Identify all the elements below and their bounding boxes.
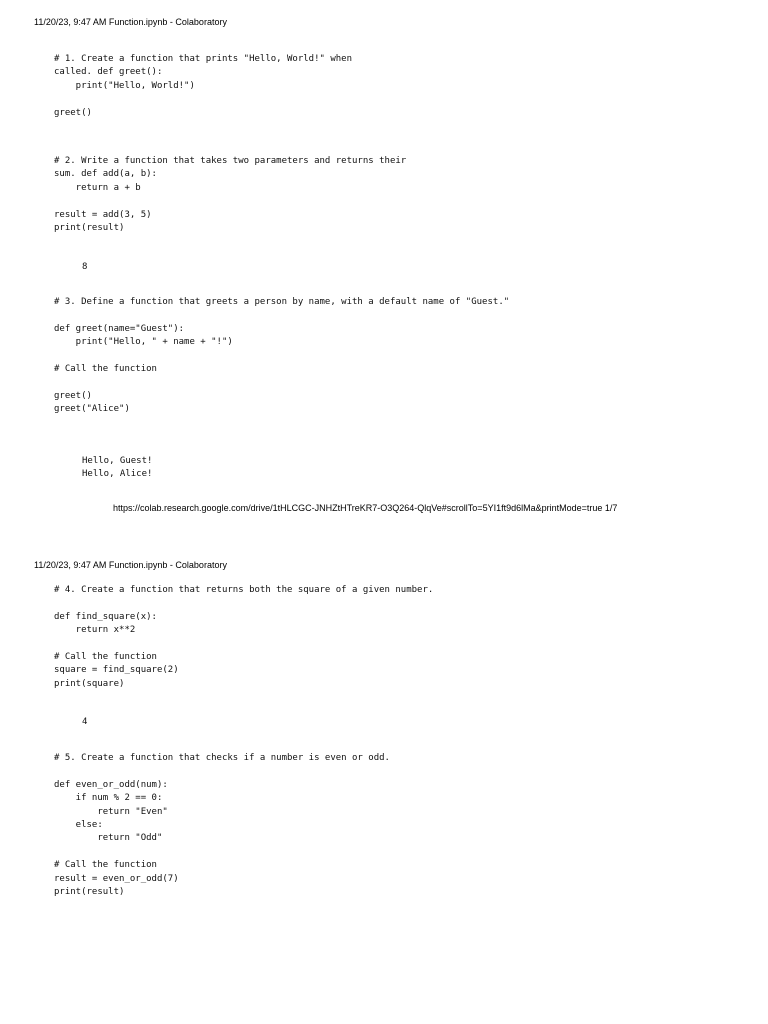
code-cell-4[interactable]: # 4. Create a function that returns both the square of a given number. def find_square(x): return x**2 # Call the function square = find_square(2) print(square)	[54, 585, 434, 689]
cell-output-3: Hello, Guest! Hello, Alice!	[82, 456, 153, 480]
cell-output-4: 4	[82, 717, 88, 727]
print-footer: https://colab.research.google.com/drive/1tHLCGC-JNHZtHTreKR7-O3Q264-QlqVe#scrollTo=5YI1ft9d6lMa&printMode=true 1/7	[113, 503, 618, 513]
code-cell-1[interactable]: # 1. Create a function that prints "Hello, World!" when called. def greet(): print("Hello, World!") greet()	[54, 54, 353, 118]
print-header: 11/20/23, 9:47 AM Function.ipynb - Colaboratory	[34, 17, 227, 27]
cell-output-2: 8	[82, 262, 88, 272]
code-cell-5[interactable]: # 5. Create a function that checks if a number is even or odd. def even_or_odd(num): if num % 2 == 0: return "Even" else: return "Odd" # Call the function result = even_or_odd(7) print(result)	[54, 753, 390, 898]
code-cell-3[interactable]: # 3. Define a function that greets a person by name, with a default name of "Guest." def greet(name="Guest"): print("Hello, " + name + "!") # Call the function greet() greet("Alice")	[54, 297, 510, 415]
print-header-page-2: 11/20/23, 9:47 AM Function.ipynb - Colaboratory	[34, 560, 227, 570]
code-cell-2[interactable]: # 2. Write a function that takes two parameters and returns their sum. def add(a, b): return a + b result = add(3, 5) print(result)	[54, 156, 407, 234]
